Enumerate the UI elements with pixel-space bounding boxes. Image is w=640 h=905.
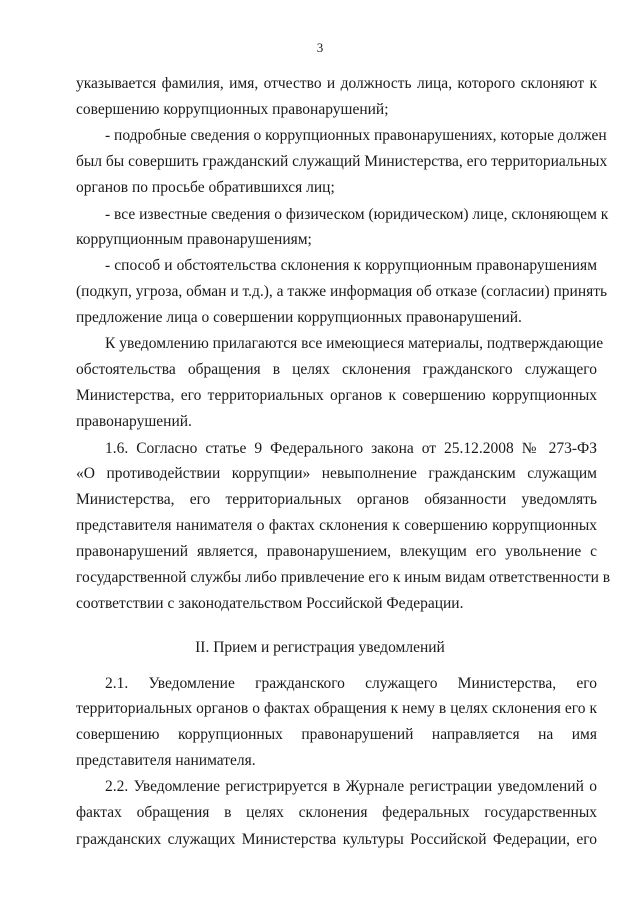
text-line: правонарушений.	[76, 413, 192, 430]
text-line: Министерства, его территориальных органов к совершению коррупционных	[76, 387, 597, 404]
text-line: коррупционным правонарушениям;	[76, 231, 312, 248]
text-line: представителя нанимателя.	[76, 752, 256, 769]
text-line: органов по просьбе обратившихся лиц;	[76, 179, 335, 196]
text-line: соответствии с законодательством Российской Федерации.	[76, 595, 464, 612]
text-line: - способ и обстоятельства склонения к коррупционным правонарушениям	[105, 257, 597, 274]
text-line: 2.1. Уведомление гражданского служащего Министерства, его	[105, 675, 597, 692]
text-line: предложение лица о совершении коррупционных правонарушений.	[76, 309, 522, 326]
section-heading: II. Прием и регистрация уведомлений	[195, 639, 445, 656]
text-line: 2.2. Уведомление регистрируется в Журнале регистрации уведомлений о	[105, 778, 597, 795]
text-line: гражданских служащих Министерства культуры Российской Федерации, его	[76, 831, 597, 848]
text-line: - все известные сведения о физическом (юридическом) лице, склоняющем к	[105, 206, 609, 223]
text-line: указывается фамилия, имя, отчество и должность лица, которого склоняют к	[76, 75, 597, 92]
text-line: был бы совершить гражданский служащий Министерства, его территориальных	[76, 153, 608, 170]
text-line: «О противодействии коррупции» невыполнение гражданским служащим	[76, 465, 597, 482]
text-line: обстоятельства обращения в целях склонения гражданского служащего	[76, 361, 597, 378]
text-line: Министерства, его территориальных органов обязанности уведомлять	[76, 491, 597, 508]
text-line: территориальных органов о фактах обращения к нему в целях склонения его к	[76, 700, 597, 717]
text-line: фактах обращения в целях склонения федеральных государственных	[76, 804, 597, 821]
text-line: правонарушений является, правонарушением, влекущим его увольнение с	[76, 543, 597, 560]
text-line: совершению коррупционных правонарушений направляется на имя	[76, 726, 597, 743]
text-line: представителя нанимателя о фактах склонения к совершению коррупционных	[76, 517, 597, 534]
text-line: совершению коррупционных правонарушений;	[76, 101, 389, 118]
text-line: государственной службы либо привлечение его к иным видам ответственности в	[76, 569, 611, 586]
text-line: К уведомлению прилагаются все имеющиеся материалы, подтверждающие	[105, 335, 604, 352]
text-line: 1.6. Согласно статье 9 Федерального закона от 25.12.2008 № 273-ФЗ	[105, 440, 597, 457]
page-number: 3	[316, 40, 324, 55]
text-line: - подробные сведения о коррупционных правонарушениях, которые должен	[105, 127, 607, 144]
text-line: (подкуп, угроза, обман и т.д.), а также информация об отказе (согласии) принять	[76, 283, 608, 300]
